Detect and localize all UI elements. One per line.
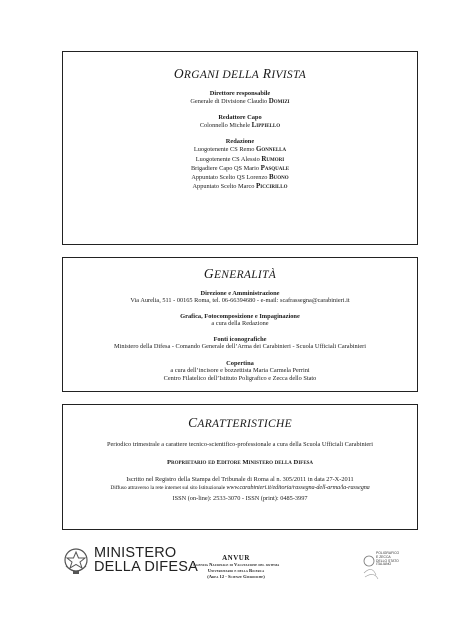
- copertina-line2: Centro Filatelico dell’Istituto Poligrafico e Zecca dello Stato: [163, 374, 317, 382]
- redazione-member: [63, 182, 417, 191]
- redazione-member-prefix: Appuntato Scelto Marco: [192, 183, 256, 191]
- grafica-text: a cura della Redazione: [211, 320, 269, 328]
- redattore-line: [63, 121, 417, 130]
- anvur-line1: Agenzia Nazionale di Valutazione del sistema: [192, 562, 280, 567]
- redazione-member-prefix: Appuntato Scelto QS Lorenzo: [191, 174, 269, 182]
- redazione-label: Redazione: [225, 138, 255, 146]
- redazione-member: [63, 173, 417, 182]
- diffuso-url-link[interactable]: www.carabinieri.it/editoria/rassegna-dell-arma/la-rassegna: [226, 484, 370, 492]
- organi-title-cap1: O: [173, 66, 184, 81]
- redazione-member-name: Rumori: [261, 154, 285, 163]
- direttore-prefix: Generale di Divisione Claudio: [190, 98, 269, 105]
- anvur-head: ANVUR: [222, 554, 250, 562]
- anvur-line3: (Area 12 - Scienze Giuridiche): [207, 574, 265, 580]
- issn-text: ISSN (on-line): 2533-3070 - ISSN (print): 0485-3997: [172, 494, 308, 502]
- redazione-member: [63, 164, 417, 173]
- caratteristiche-title-cap: C: [188, 415, 198, 430]
- redazione-member-name: Buono: [268, 173, 289, 182]
- copertina-line1: a cura dell’incisore e bozzettista Maria Carmela Perrini: [170, 366, 310, 374]
- direttore-name: Domizi: [268, 97, 290, 105]
- grafica-label: Grafica, Fotocomposizione e Impaginazione: [180, 313, 300, 321]
- anvur-line2: Universitario e della Ricerca: [207, 568, 265, 574]
- generalita-title-rest: ENERALITÀ: [213, 269, 277, 281]
- caratteristiche-title-rest: ARATTERISTICHE: [197, 418, 292, 430]
- caratteristiche-box: [62, 404, 418, 530]
- direzione-label: Direzione e Amministrazione: [200, 290, 280, 297]
- diffuso-line: [63, 484, 417, 492]
- ipzs-text: [376, 552, 399, 567]
- ipzs-line1: POLIGRAFICO: [376, 551, 400, 555]
- organi-title: [63, 66, 417, 82]
- redattore-name: Lippiello: [251, 121, 281, 130]
- direzione-text: Via Aurelia, 511 - 00165 Roma, tel. 06-66394680 - e-mail: scafrassegna@carabinieri.it: [130, 297, 350, 304]
- redazione-member-prefix: Brigadiere Capo QS Mario: [190, 164, 261, 172]
- organi-title-rest1: RGANI DELLA: [183, 69, 260, 81]
- ipzs-line3: DELLO STATO: [376, 558, 399, 563]
- italian-emblem-icon: [62, 546, 90, 576]
- direttore-label: Direttore responsabile: [209, 90, 271, 97]
- direttore-line: [63, 97, 417, 106]
- caratteristiche-title: [63, 415, 417, 431]
- redazione-member-name: Piccirillo: [255, 182, 288, 191]
- redazione-member-name: Gonnella: [255, 145, 287, 154]
- periodico-text: Periodico trimestrale a carattere tecnico-scientifico-professionale a cura della Scuola Ufficiali Carabinieri: [107, 441, 373, 448]
- organi-title-rest2: IVISTA: [271, 69, 307, 81]
- redazione-member-name: Pasquale: [260, 163, 290, 172]
- iscritto-text: Iscritto nel Registro della Stampa del Tribunale di Roma al n. 305/2011 in data 27-X-2011: [126, 476, 354, 484]
- redazione-member: [63, 155, 417, 164]
- ministero-line2: DELLA DIFESA: [94, 559, 198, 575]
- generalita-title: [63, 266, 417, 282]
- diffuso-prefix: Diffuso attraverso la rete internet sul sito Istituzionale: [110, 485, 227, 492]
- organi-box: [62, 51, 418, 245]
- redazione-member: [63, 145, 417, 154]
- ipzs-line4: ITALIANO: [376, 562, 392, 567]
- redazione-member-prefix: Luogotenente CS Alessio: [195, 155, 262, 163]
- organi-title-cap2: R: [259, 66, 272, 81]
- generalita-box: [62, 257, 418, 392]
- generalita-title-cap: G: [203, 266, 214, 281]
- fonti-text: Ministero della Difesa - Comando Generale dell’Arma dei Carabinieri - Scuola Ufficiali Carabinieri: [113, 343, 367, 351]
- proprietario-text: Proprietario ed Editore Ministero della Difesa: [166, 459, 314, 467]
- anvur-block: [176, 554, 296, 581]
- ministero-line1: MINISTERO: [94, 545, 177, 561]
- ipzs-line2: E ZECCA: [376, 554, 391, 559]
- copertina-label: Copertina: [226, 359, 254, 367]
- redattore-label: Redattore Capo: [218, 114, 262, 122]
- redazione-member-prefix: Luogotenente CS Remo: [193, 146, 256, 154]
- redattore-prefix: Colonnello Michele: [199, 122, 252, 130]
- fonti-label: Fonti iconografiche: [213, 336, 267, 344]
